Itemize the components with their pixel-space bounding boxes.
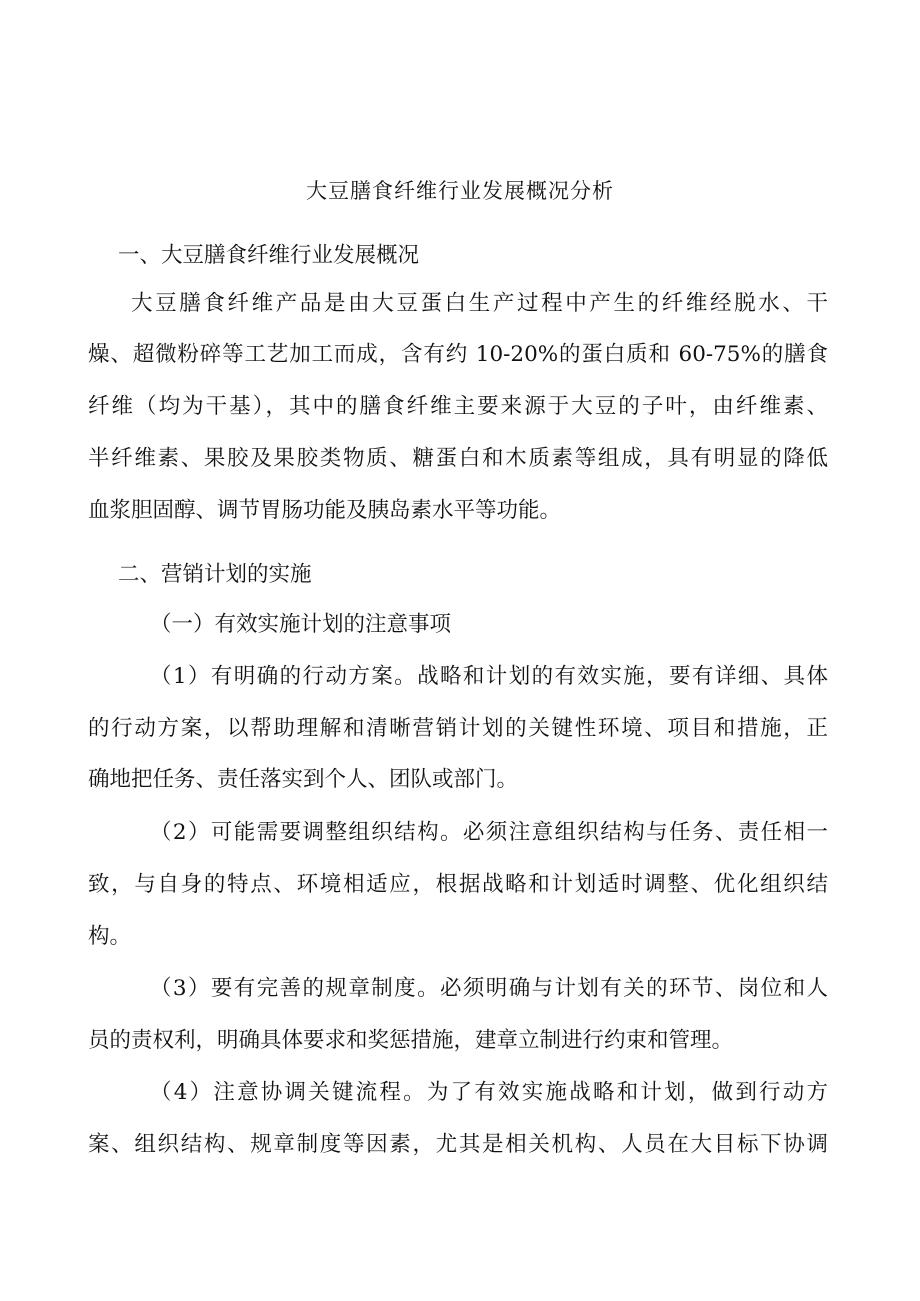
subsection-heading: （一）有效实施计划的注意事项 <box>150 612 452 637</box>
section-heading-1: 一、大豆膳食纤维行业发展概况 <box>118 243 420 268</box>
paragraph-line: （2）可能需要调整组织结构。必须注意组织结构与任务、责任相一 <box>150 820 828 845</box>
paragraph-line: 燥、超微粉碎等工艺加工而成，含有约 10-20%的蛋白质和 60-75%的膳食 <box>88 342 828 367</box>
paragraph-line: 纤维（均为干基），其中的膳食纤维主要来源于大豆的子叶，由纤维素、 <box>88 394 828 419</box>
paragraph-line: 案、组织结构、规章制度等因素，尤其是相关机构、人员在大目标下协调 <box>88 1132 828 1157</box>
paragraph-line: 半纤维素、果胶及果胶类物质、糖蛋白和木质素等组成，具有明显的降低 <box>88 446 828 471</box>
paragraph-line: 致，与自身的特点、环境相适应，根据战略和计划适时调整、优化组织结 <box>88 872 828 897</box>
paragraph-line: 大豆膳食纤维产品是由大豆蛋白生产过程中产生的纤维经脱水、干 <box>131 291 828 316</box>
document-title: 大豆膳食纤维行业发展概况分析 <box>306 179 614 203</box>
paragraph-line: （3）要有完善的规章制度。必须明确与计划有关的环节、岗位和人 <box>150 976 828 1001</box>
paragraph-line: 构。 <box>88 924 132 949</box>
paragraph-line: 确地把任务、责任落实到个人、团队或部门。 <box>88 767 519 792</box>
paragraph-line: （1）有明确的行动方案。战略和计划的有效实施，要有详细、具体 <box>150 664 828 689</box>
paragraph-line: 血浆胆固醇、调节胃肠功能及胰岛素水平等功能。 <box>88 498 562 523</box>
section-heading-2: 二、营销计划的实施 <box>118 562 312 587</box>
paragraph-line: 的行动方案，以帮助理解和清晰营销计划的关键性环境、项目和措施，正 <box>88 716 828 741</box>
paragraph-line: 员的责权利，明确具体要求和奖惩措施，建章立制进行约束和管理。 <box>88 1028 734 1053</box>
paragraph-line: （4）注意协调关键流程。为了有效实施战略和计划，做到行动方 <box>150 1080 828 1105</box>
